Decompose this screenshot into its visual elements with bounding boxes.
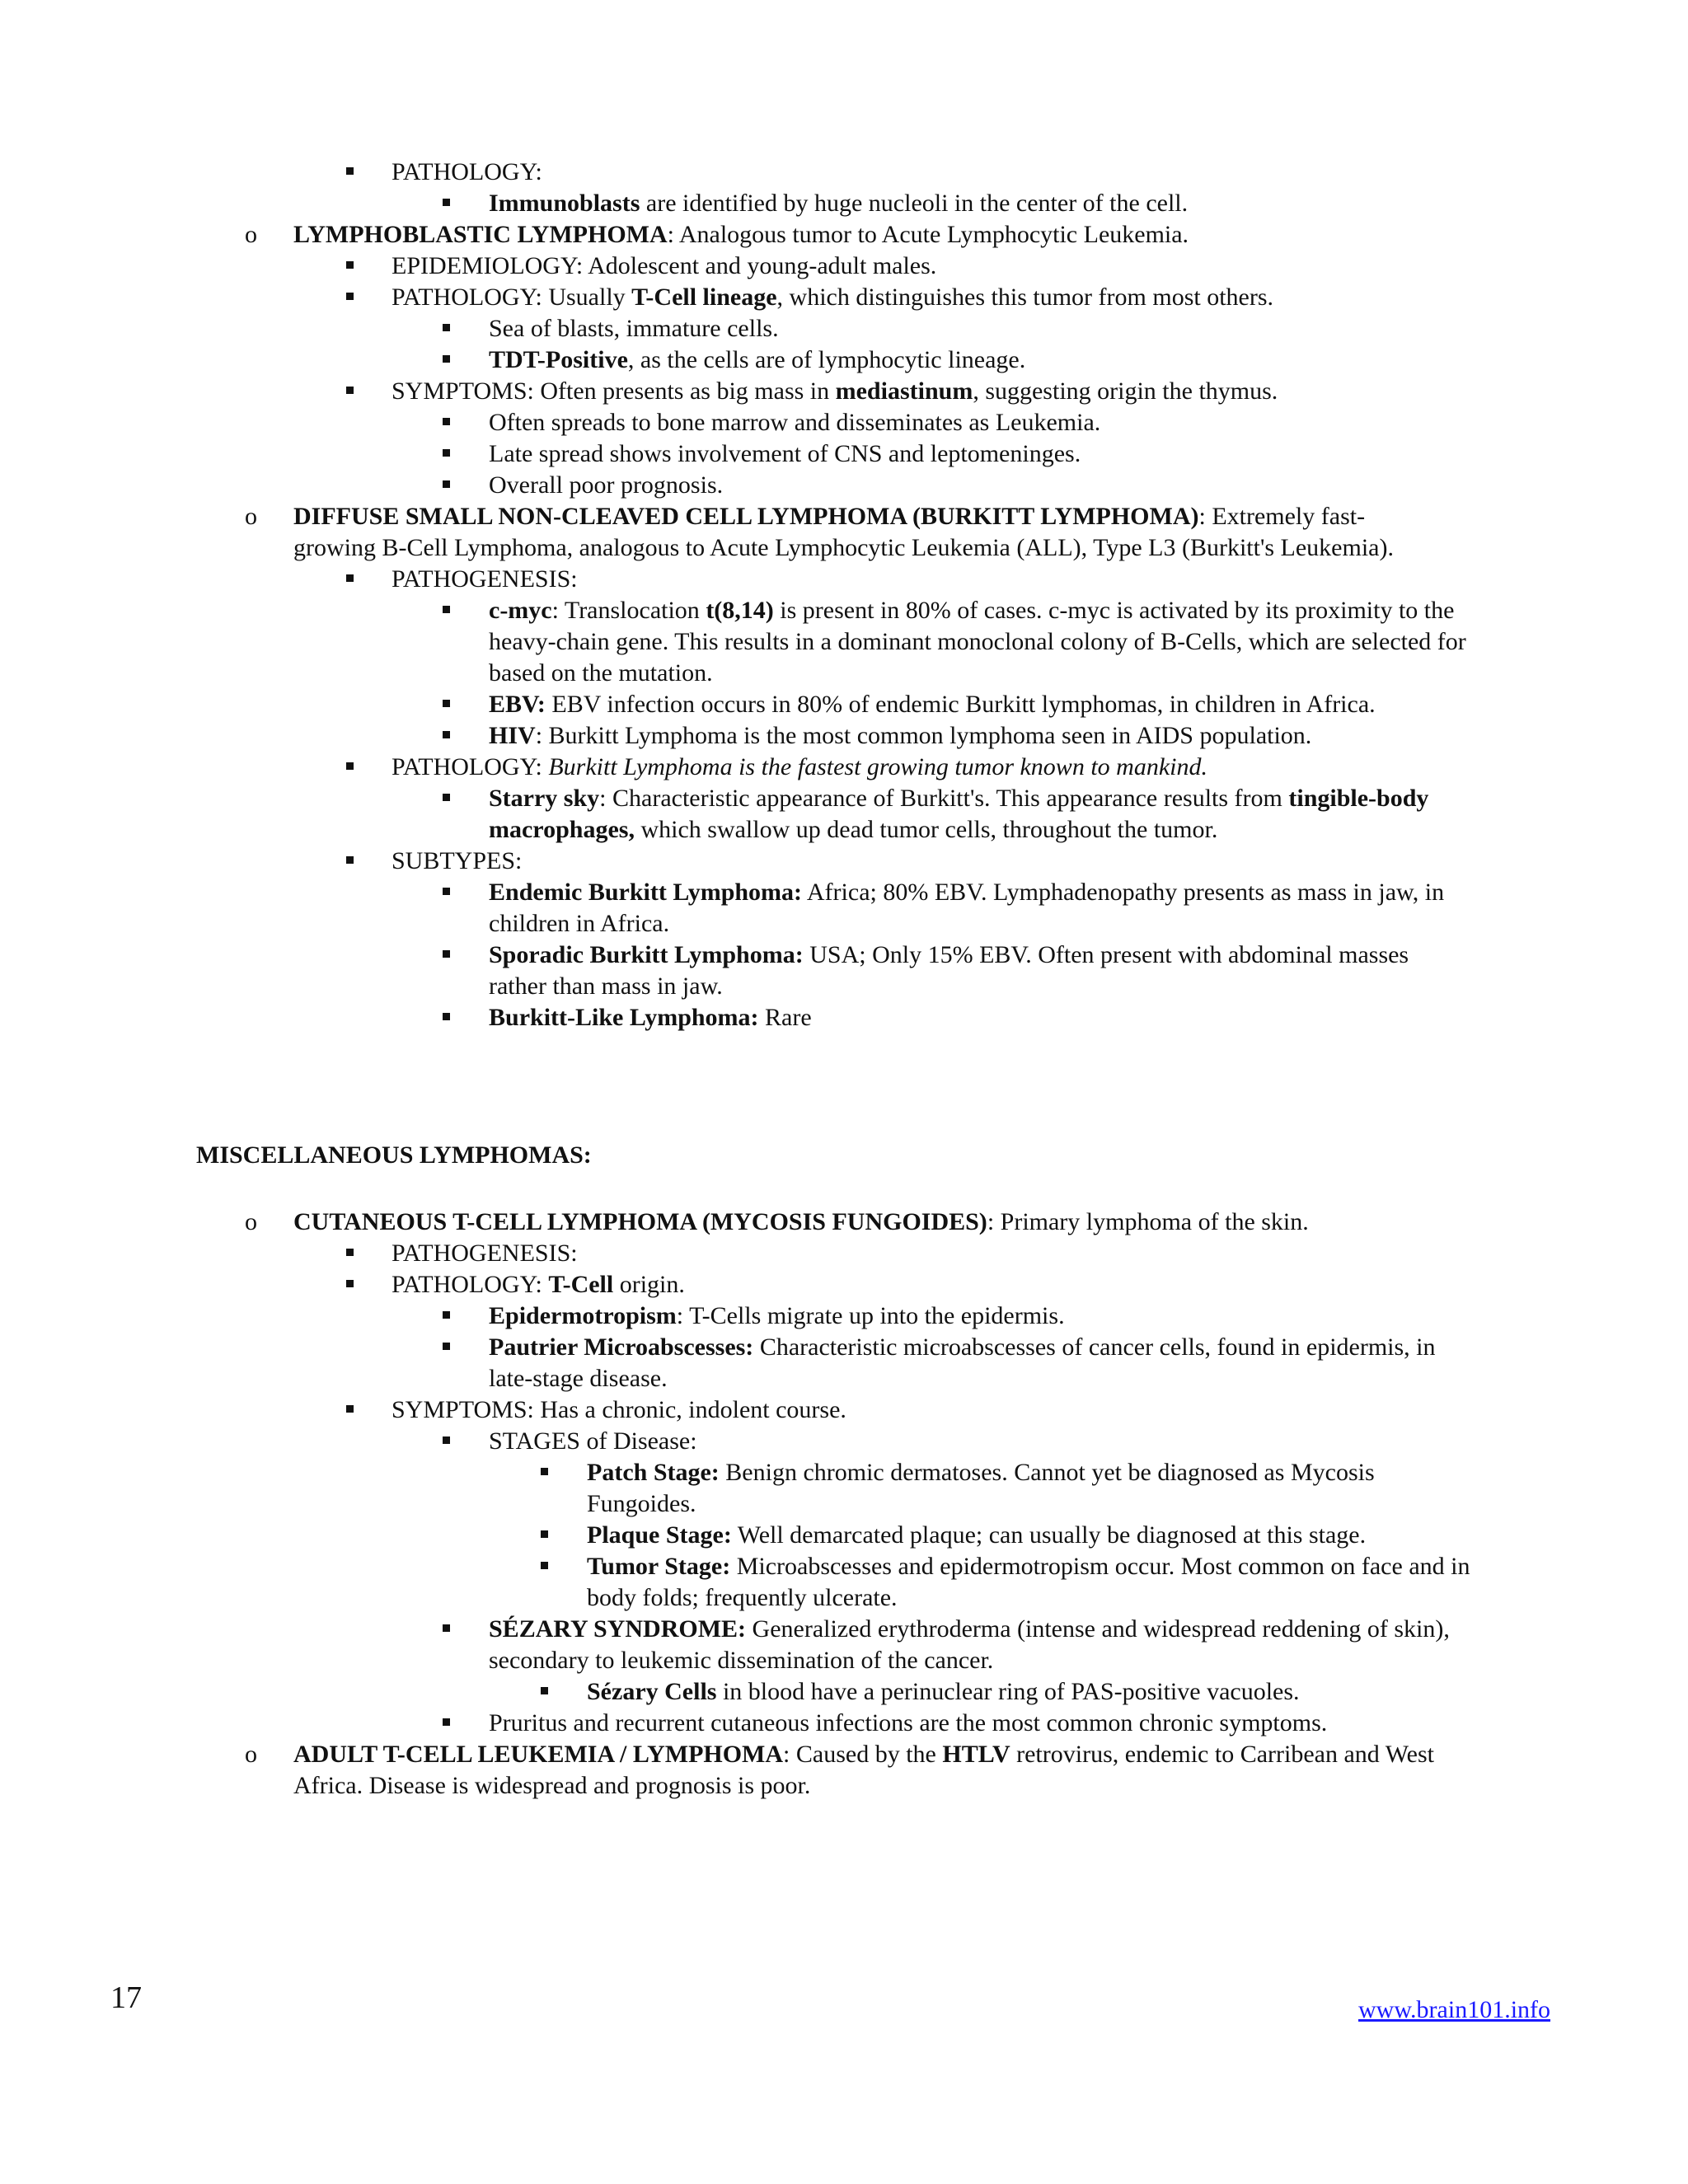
- text-line: EPIDEMIOLOGY: Adolescent and young-adult males.: [392, 252, 937, 279]
- text-line: Burkitt-Like Lymphoma: Rare: [489, 1004, 812, 1031]
- text-line: PATHOLOGY:: [392, 158, 542, 185]
- section-heading: MISCELLANEOUS LYMPHOMAS:: [196, 1141, 592, 1169]
- text-line: SÉZARY SYNDROME: Generalized erythroderma (intense and widespread reddening of skin),: [489, 1615, 1450, 1643]
- bullet-square: [443, 888, 450, 895]
- bullet-square: [443, 1436, 450, 1444]
- bullet-square: [346, 261, 354, 269]
- bullet-square: [541, 1562, 548, 1569]
- text-line: Patch Stage: Benign chromic dermatoses. Cannot yet be diagnosed as Mycosis: [587, 1459, 1375, 1486]
- bullet-circle: o: [245, 503, 257, 530]
- page-number: 17: [110, 1980, 142, 2015]
- bullet-square: [346, 762, 354, 770]
- text-line: LYMPHOBLASTIC LYMPHOMA: Analogous tumor to Acute Lymphocytic Leukemia.: [293, 221, 1189, 248]
- bullet-square: [346, 1249, 354, 1256]
- bullet-square: [443, 1624, 450, 1632]
- text-line: DIFFUSE SMALL NON-CLEAVED CELL LYMPHOMA (BURKITT LYMPHOMA): Extremely fast-: [293, 503, 1366, 530]
- bullet-square: [346, 387, 354, 394]
- text-line: Pautrier Microabscesses: Characteristic microabscesses of cancer cells, found in epidermis, in: [489, 1333, 1436, 1361]
- text-line: based on the mutation.: [489, 659, 713, 687]
- text-line: CUTANEOUS T-CELL LYMPHOMA (MYCOSIS FUNGOIDES): Primary lymphoma of the skin.: [293, 1208, 1309, 1235]
- footer-link[interactable]: www.brain101.info: [1358, 1996, 1551, 2023]
- text-line: SYMPTOMS: Has a chronic, indolent course.: [392, 1396, 846, 1423]
- bullet-square: [541, 1530, 548, 1538]
- bullet-circle: o: [245, 1741, 257, 1768]
- bullet-square: [443, 606, 450, 613]
- bullet-square: [443, 418, 450, 425]
- text-line: SUBTYPES:: [392, 847, 523, 874]
- bullet-square: [346, 167, 354, 175]
- text-line: Tumor Stage: Microabscesses and epidermotropism occur. Most common on face and in: [587, 1553, 1470, 1580]
- text-line: Overall poor prognosis.: [489, 471, 724, 499]
- bullet-square: [443, 449, 450, 457]
- text-line: late-stage disease.: [489, 1365, 668, 1392]
- text-line: PATHOLOGY: Burkitt Lymphoma is the fastest growing tumor known to mankind.: [392, 753, 1207, 780]
- bullet-circle: o: [245, 221, 257, 248]
- text-line: PATHOGENESIS:: [392, 565, 578, 593]
- bullet-square: [443, 199, 450, 206]
- text-line: Fungoides.: [587, 1490, 696, 1517]
- text-line: Late spread shows involvement of CNS and leptomeninges.: [489, 440, 1081, 467]
- text-line: PATHOGENESIS:: [392, 1240, 578, 1267]
- text-line: Sea of blasts, immature cells.: [489, 315, 779, 342]
- text-line: Africa. Disease is widespread and prognosis is poor.: [293, 1772, 811, 1799]
- text-line: heavy-chain gene. This results in a dominant monoclonal colony of B-Cells, which are selected for: [489, 628, 1466, 655]
- bullet-square: [346, 856, 354, 864]
- bullet-square: [443, 950, 450, 958]
- text-line: TDT-Positive, as the cells are of lymphocytic lineage.: [489, 346, 1026, 373]
- text-line: Immunoblasts are identified by huge nucleoli in the center of the cell.: [489, 190, 1189, 217]
- text-line: Sporadic Burkitt Lymphoma: USA; Only 15% EBV. Often present with abdominal masses: [489, 941, 1409, 968]
- text-line: body folds; frequently ulcerate.: [587, 1584, 898, 1611]
- text-line: SYMPTOMS: Often presents as big mass in mediastinum, suggesting origin the thymus.: [392, 377, 1278, 405]
- text-line: Sézary Cells in blood have a perinuclear ring of PAS-positive vacuoles.: [587, 1678, 1300, 1705]
- bullet-square: [443, 1718, 450, 1726]
- text-line: Plaque Stage: Well demarcated plaque; can usually be diagnosed at this stage.: [587, 1521, 1367, 1549]
- text-line: Often spreads to bone marrow and disseminates as Leukemia.: [489, 409, 1101, 436]
- text-line: children in Africa.: [489, 910, 670, 937]
- bullet-square: [443, 731, 450, 738]
- text-line: secondary to leukemic dissemination of the cancer.: [489, 1647, 994, 1674]
- text-line: PATHOLOGY: Usually T-Cell lineage, which distinguishes this tumor from most others.: [392, 284, 1274, 311]
- text-line: EBV: EBV infection occurs in 80% of endemic Burkitt lymphomas, in children in Africa.: [489, 691, 1376, 718]
- text-line: Pruritus and recurrent cutaneous infections are the most common chronic symptoms.: [489, 1709, 1328, 1736]
- bullet-square: [443, 324, 450, 331]
- text-line: PATHOLOGY: T-Cell origin.: [392, 1271, 685, 1298]
- text-line: rather than mass in jaw.: [489, 972, 723, 1000]
- bullet-square: [346, 293, 354, 300]
- text-line: HIV: Burkitt Lymphoma is the most common lymphoma seen in AIDS population.: [489, 722, 1312, 749]
- bullet-square: [443, 1311, 450, 1319]
- bullet-square: [346, 1405, 354, 1413]
- text-line: Endemic Burkitt Lymphoma: Africa; 80% EBV. Lymphadenopathy presents as mass in jaw, in: [489, 879, 1445, 906]
- text-line: Epidermotropism: T-Cells migrate up into the epidermis.: [489, 1302, 1065, 1329]
- text-line: Starry sky: Characteristic appearance of Burkitt's. This appearance results from tingible-body: [489, 785, 1429, 812]
- text-line: growing B-Cell Lymphoma, analogous to Acute Lymphocytic Leukemia (ALL), Type L3 (Burkitt's Leukemia).: [293, 534, 1394, 561]
- bullet-square: [443, 355, 450, 363]
- bullet-square: [541, 1687, 548, 1694]
- text-line: STAGES of Disease:: [489, 1427, 697, 1455]
- text-line: c-myc: Translocation t(8,14) is present in 80% of cases. c-myc is activated by its proximity to the: [489, 597, 1455, 624]
- bullet-square: [443, 480, 450, 488]
- bullet-square: [541, 1468, 548, 1475]
- bullet-square: [346, 1280, 354, 1287]
- bullet-square: [443, 700, 450, 707]
- text-line: macrophages, which swallow up dead tumor cells, throughout the tumor.: [489, 816, 1218, 843]
- text-line: ADULT T-CELL LEUKEMIA / LYMPHOMA: Caused by the HTLV retrovirus, endemic to Carribean and West: [293, 1741, 1434, 1768]
- bullet-square: [346, 574, 354, 582]
- bullet-square: [443, 1343, 450, 1350]
- bullet-square: [443, 794, 450, 801]
- bullet-square: [443, 1013, 450, 1020]
- bullet-circle: o: [245, 1208, 257, 1235]
